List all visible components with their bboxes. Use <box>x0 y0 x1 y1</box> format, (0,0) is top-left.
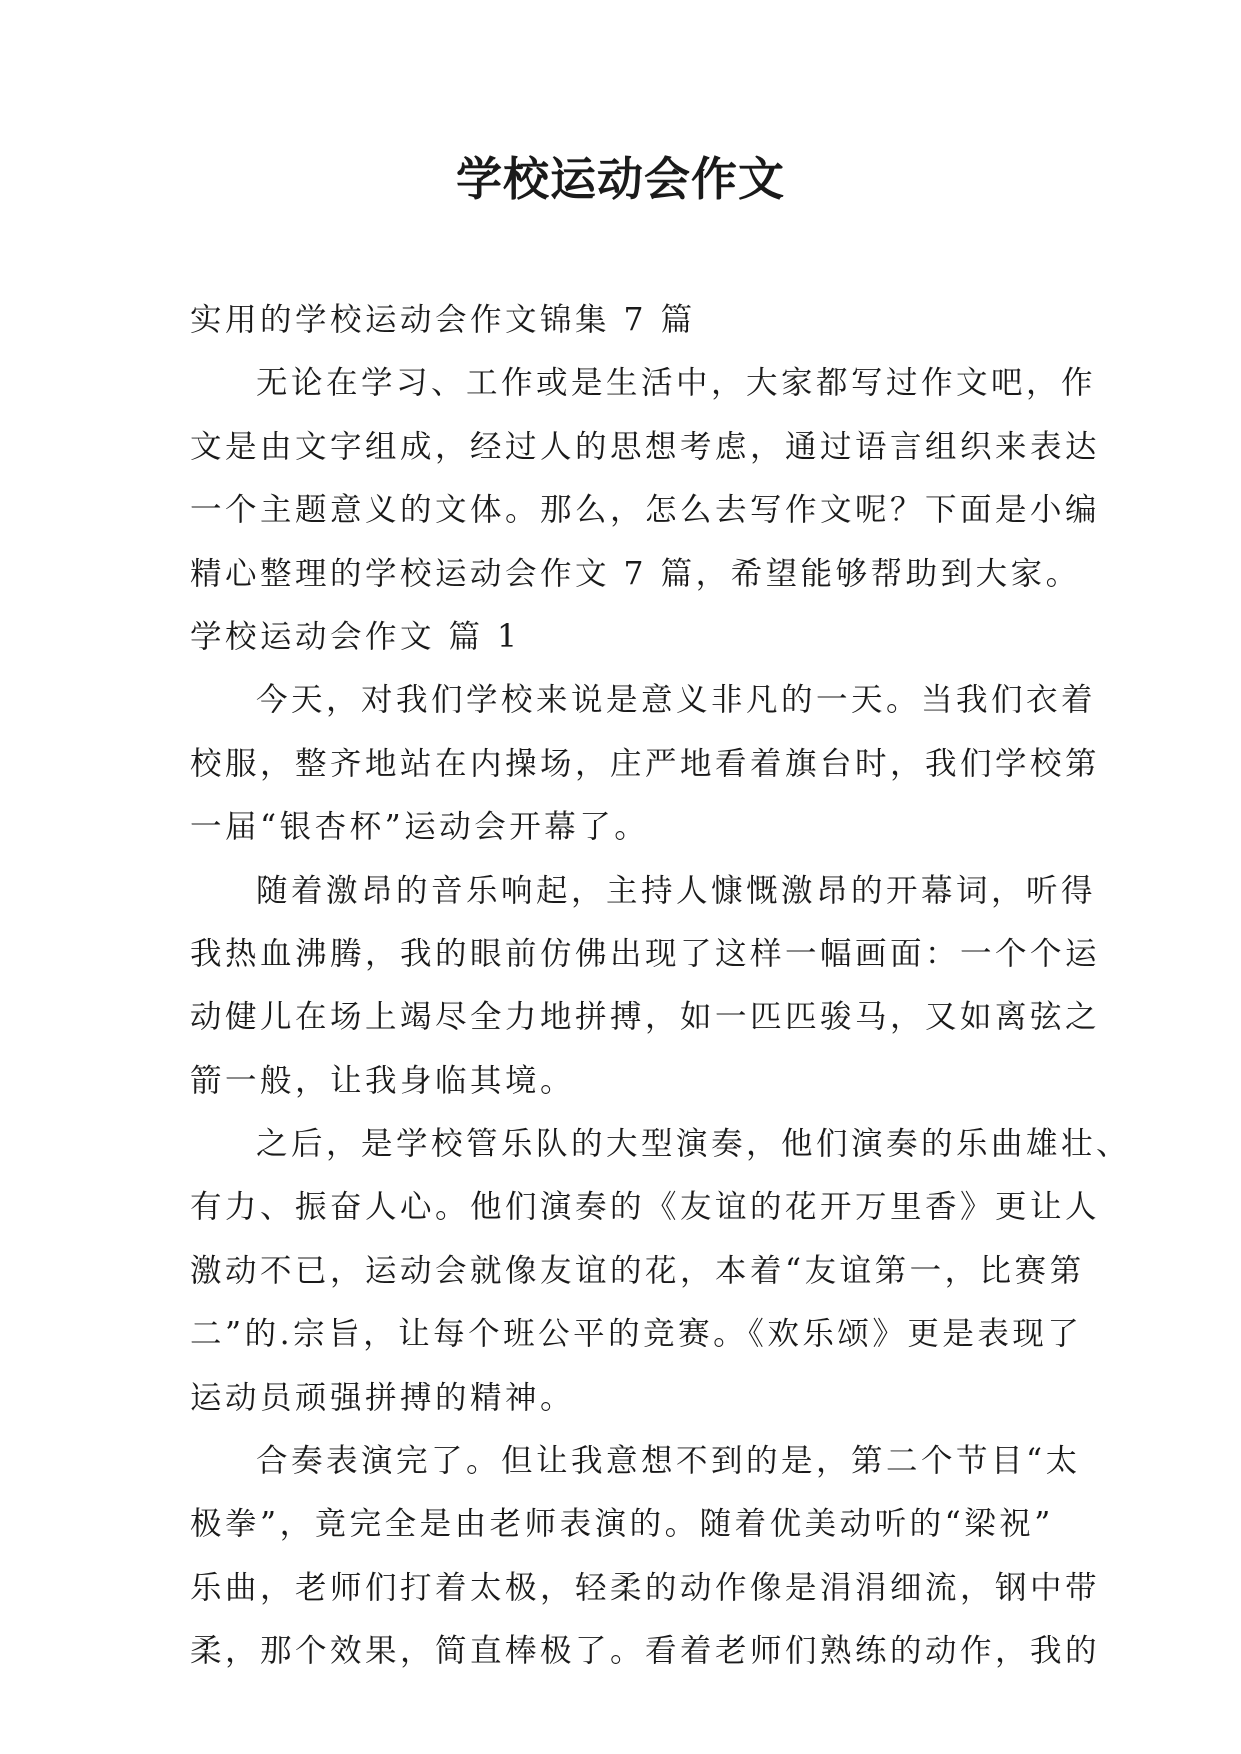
paragraph-line: 运动员顽强拼搏的精神。 <box>190 1379 576 1416</box>
paragraph-line: 箭一般，让我身临其境。 <box>190 1062 576 1099</box>
paragraph-line: 极拳”，竟完全是由老师表演的。随着优美动听的“梁祝” <box>190 1506 1054 1543</box>
paragraph-line: 一届“银杏杯”运动会开幕了。 <box>190 809 650 846</box>
paragraph-line: 合奏表演完了。但让我意想不到的是，第二个节目“太 <box>256 1443 1081 1480</box>
document-body <box>190 289 1132 1684</box>
paragraph-line: 有力、振奋人心。他们演奏的《友谊的花开万里香》更让人 <box>190 1189 1101 1226</box>
paragraph-line: 二”的.宗旨，让每个班公平的竞赛。《欢乐颂》更是表现了 <box>190 1316 1083 1353</box>
intro-paragraph-line: 文是由文字组成，经过人的思想考虑，通过语言组织来表达 <box>190 428 1101 465</box>
section-heading: 学校运动会作文 篇 1 <box>190 618 521 655</box>
intro-paragraph-line: 一个主题意义的文体。那么，怎么去写作文呢？下面是小编 <box>190 492 1101 529</box>
subtitle-line: 实用的学校运动会作文锦集 7 篇 <box>190 302 696 338</box>
paragraph-line: 乐曲，老师们打着太极，轻柔的动作像是涓涓细流，钢中带 <box>190 1569 1101 1606</box>
paragraph-line: 之后，是学校管乐队的大型演奏，他们演奏的乐曲雄壮、 <box>256 1126 1132 1163</box>
paragraph-line: 随着激昂的音乐响起，主持人慷慨激昂的开幕词，听得 <box>256 872 1097 909</box>
intro-paragraph-line: 无论在学习、工作或是生活中，大家都写过作文吧，作 <box>256 365 1097 402</box>
paragraph-line: 激动不已，运动会就像友谊的花，本着“友谊第一，比赛第 <box>190 1252 1085 1289</box>
paragraph-line: 我热血沸腾，我的眼前仿佛出现了这样一幅画面：一个个运 <box>190 935 1101 972</box>
paragraph-line: 校服，整齐地站在内操场，庄严地看着旗台时，我们学校第 <box>190 745 1101 782</box>
paragraph-line: 今天，对我们学校来说是意义非凡的一天。当我们衣着 <box>256 682 1097 719</box>
paragraph-line: 柔，那个效果，简直棒极了。看着老师们熟练的动作，我的 <box>190 1633 1101 1670</box>
document-title: 学校运动会作文 <box>456 152 785 206</box>
paragraph-line: 动健儿在场上竭尽全力地拼搏，如一匹匹骏马，又如离弦之 <box>190 999 1101 1036</box>
intro-paragraph-line: 精心整理的学校运动会作文 7 篇，希望能够帮助到大家。 <box>190 555 1081 592</box>
